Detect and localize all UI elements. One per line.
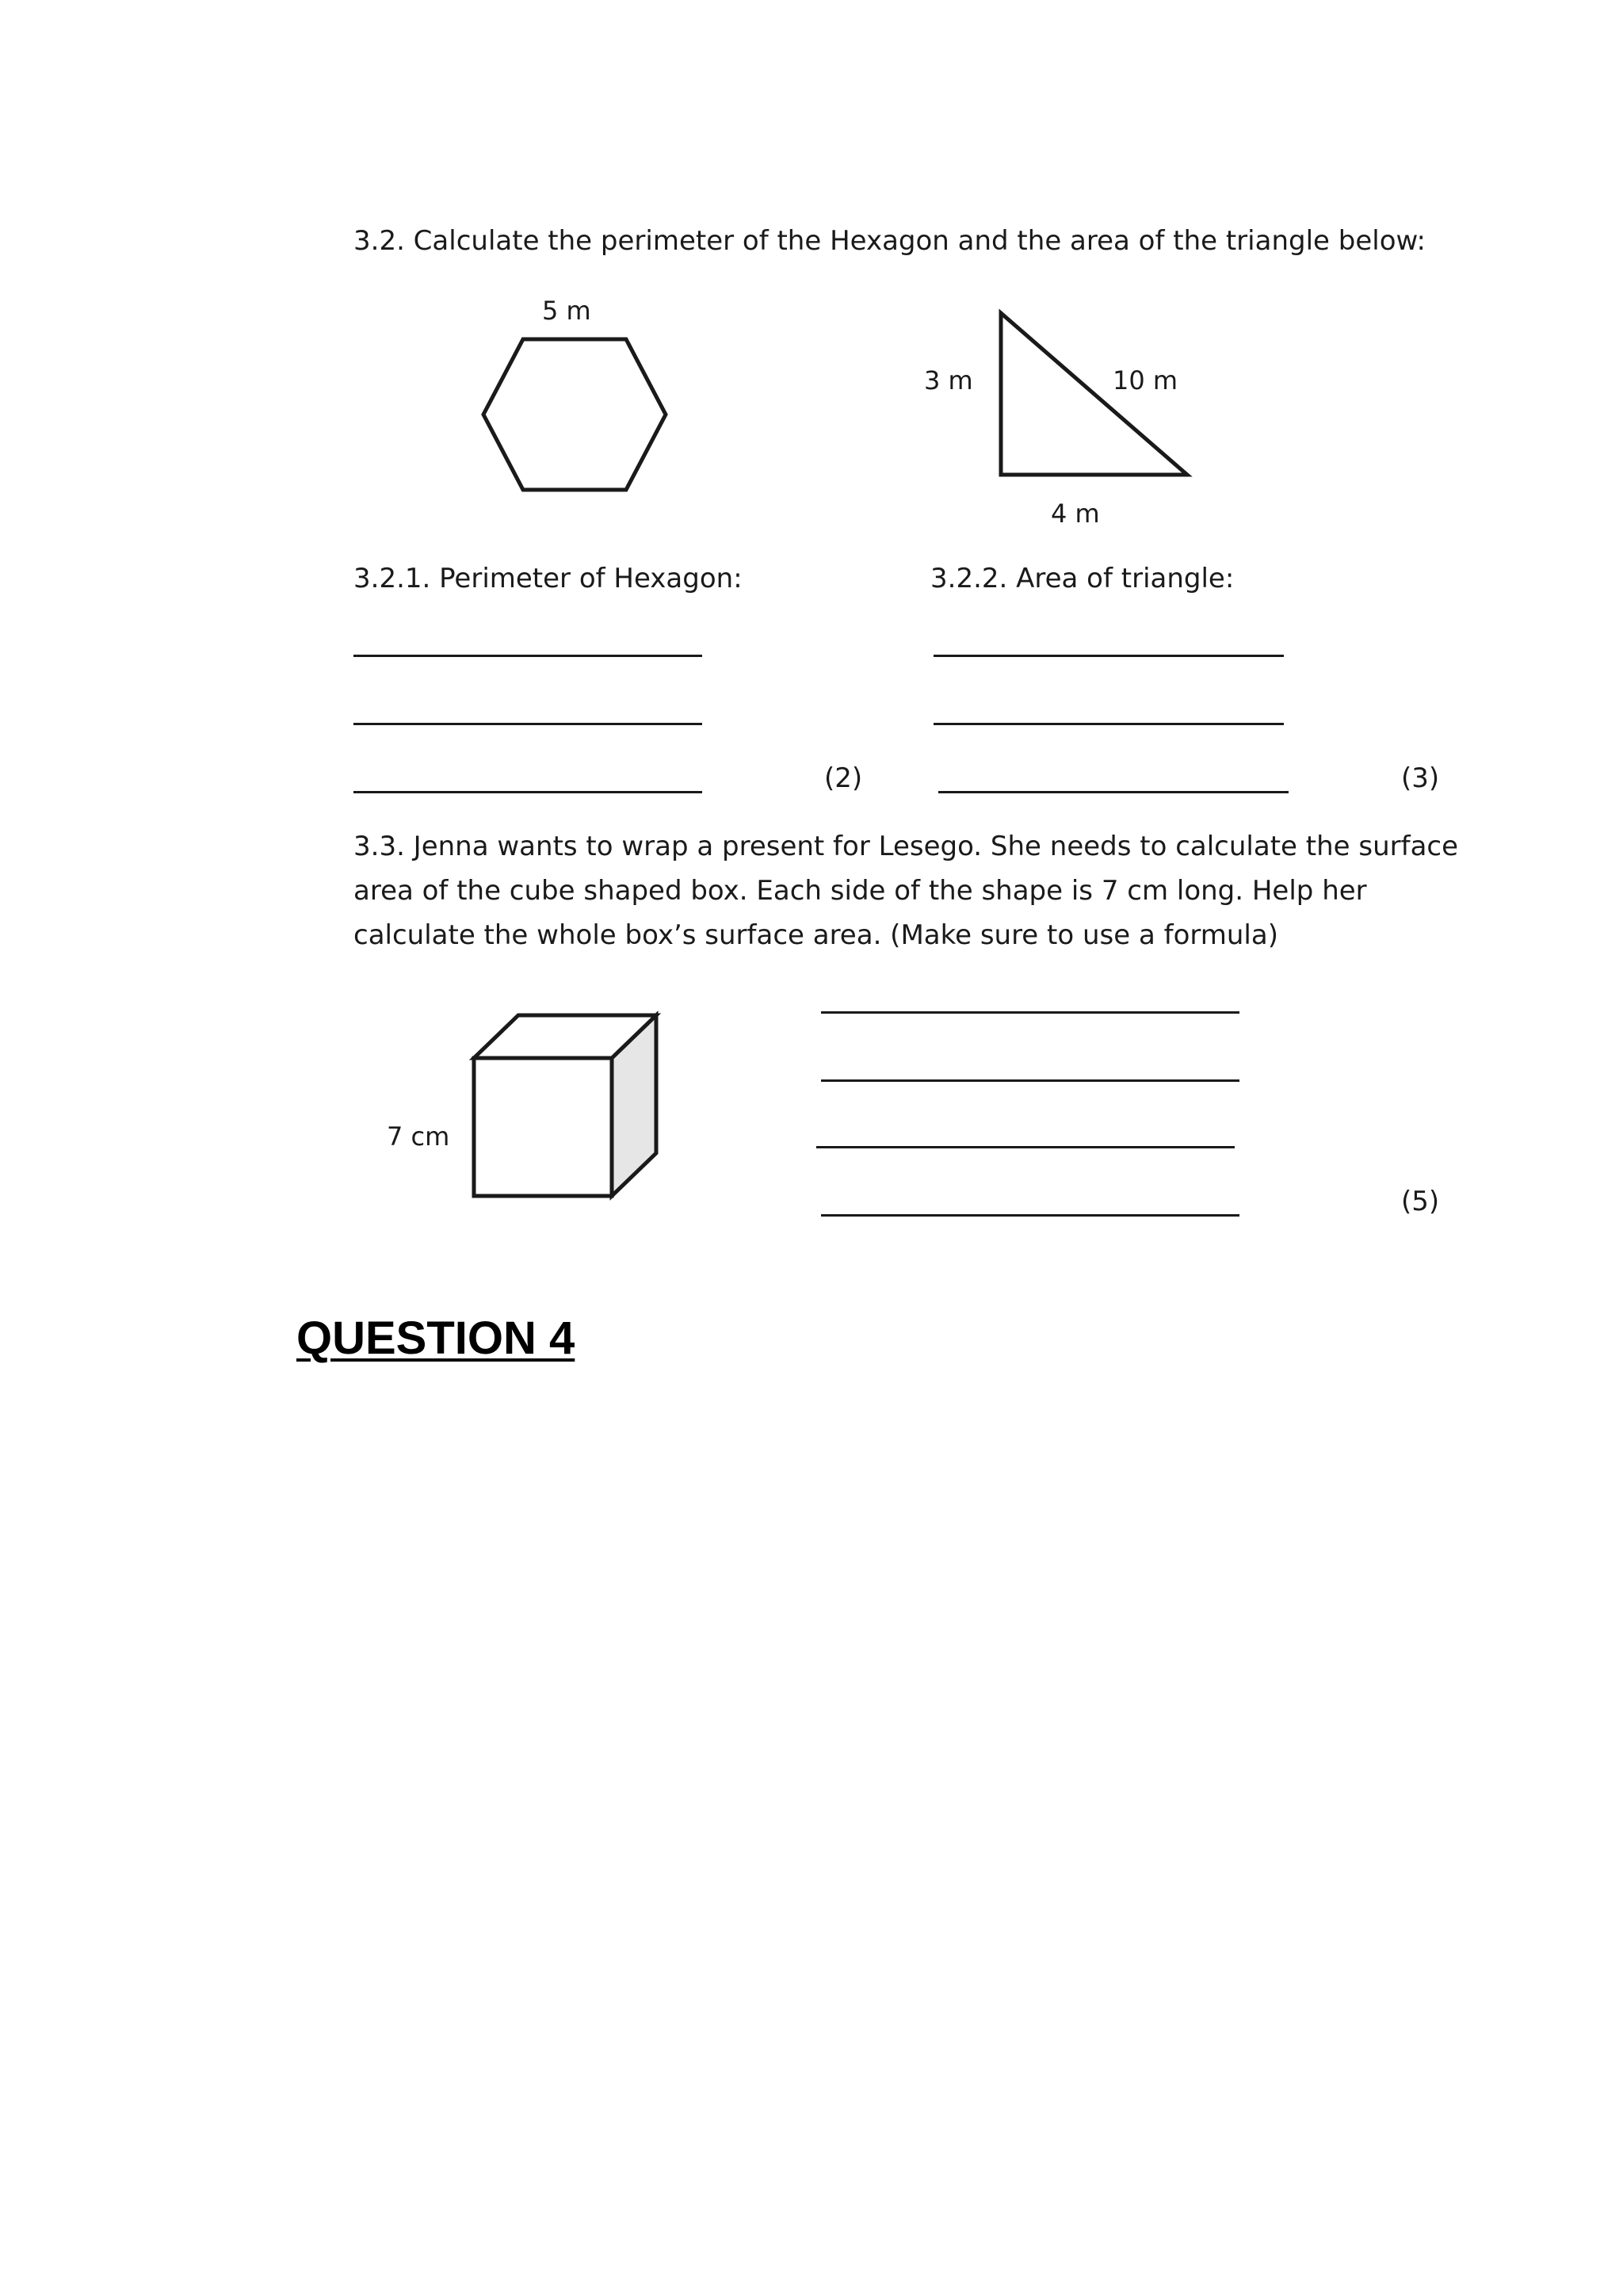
cube-shape bbox=[468, 1010, 658, 1201]
answer-line-3-2-1-b[interactable] bbox=[353, 723, 702, 725]
triangle-hypotenuse-label: 10 m bbox=[1113, 365, 1178, 395]
question-3-2-prompt: 3.2. Calculate the perimeter of the Hexagon and the area of the triangle below: bbox=[353, 225, 1426, 257]
marks-3-3: (5) bbox=[1401, 1186, 1440, 1217]
answer-line-3-3-d[interactable] bbox=[821, 1214, 1239, 1217]
triangle-shape bbox=[991, 305, 1197, 483]
answer-line-3-3-a[interactable] bbox=[821, 1011, 1239, 1014]
answer-line-3-2-1-a[interactable] bbox=[353, 655, 702, 657]
marks-3-2-1: (2) bbox=[824, 762, 863, 794]
triangle-height-label: 3 m bbox=[924, 365, 973, 395]
question-4-heading: QUESTION 4 bbox=[296, 1312, 575, 1364]
hexagon-shape bbox=[475, 333, 674, 499]
triangle-base-label: 4 m bbox=[1051, 499, 1100, 529]
answer-line-3-2-2-a[interactable] bbox=[934, 655, 1284, 657]
answer-line-3-2-1-c[interactable] bbox=[353, 791, 702, 793]
question-3-2-1-label: 3.2.1. Perimeter of Hexagon: bbox=[353, 563, 743, 594]
question-3-3-line-2: area of the cube shaped box. Each side of the shape is 7 cm long. Help her bbox=[353, 875, 1367, 907]
question-3-3-text bbox=[353, 824, 1458, 957]
marks-3-2-2: (3) bbox=[1401, 762, 1440, 794]
question-3-2-2-label: 3.2.2. Area of triangle: bbox=[930, 563, 1235, 594]
question-3-3-line-1: 3.3. Jenna wants to wrap a present for Lesego. She needs to calculate the surface bbox=[353, 831, 1459, 862]
answer-line-3-3-c[interactable] bbox=[816, 1146, 1235, 1148]
cube-side-label: 7 cm bbox=[387, 1121, 450, 1152]
answer-line-3-3-b[interactable] bbox=[821, 1079, 1239, 1082]
answer-line-3-2-2-b[interactable] bbox=[934, 723, 1284, 725]
hexagon-side-label: 5 m bbox=[542, 296, 591, 326]
question-3-3-line-3: calculate the whole box’s surface area. (Make sure to use a formula) bbox=[353, 919, 1278, 951]
answer-line-3-2-2-c[interactable] bbox=[938, 791, 1289, 793]
